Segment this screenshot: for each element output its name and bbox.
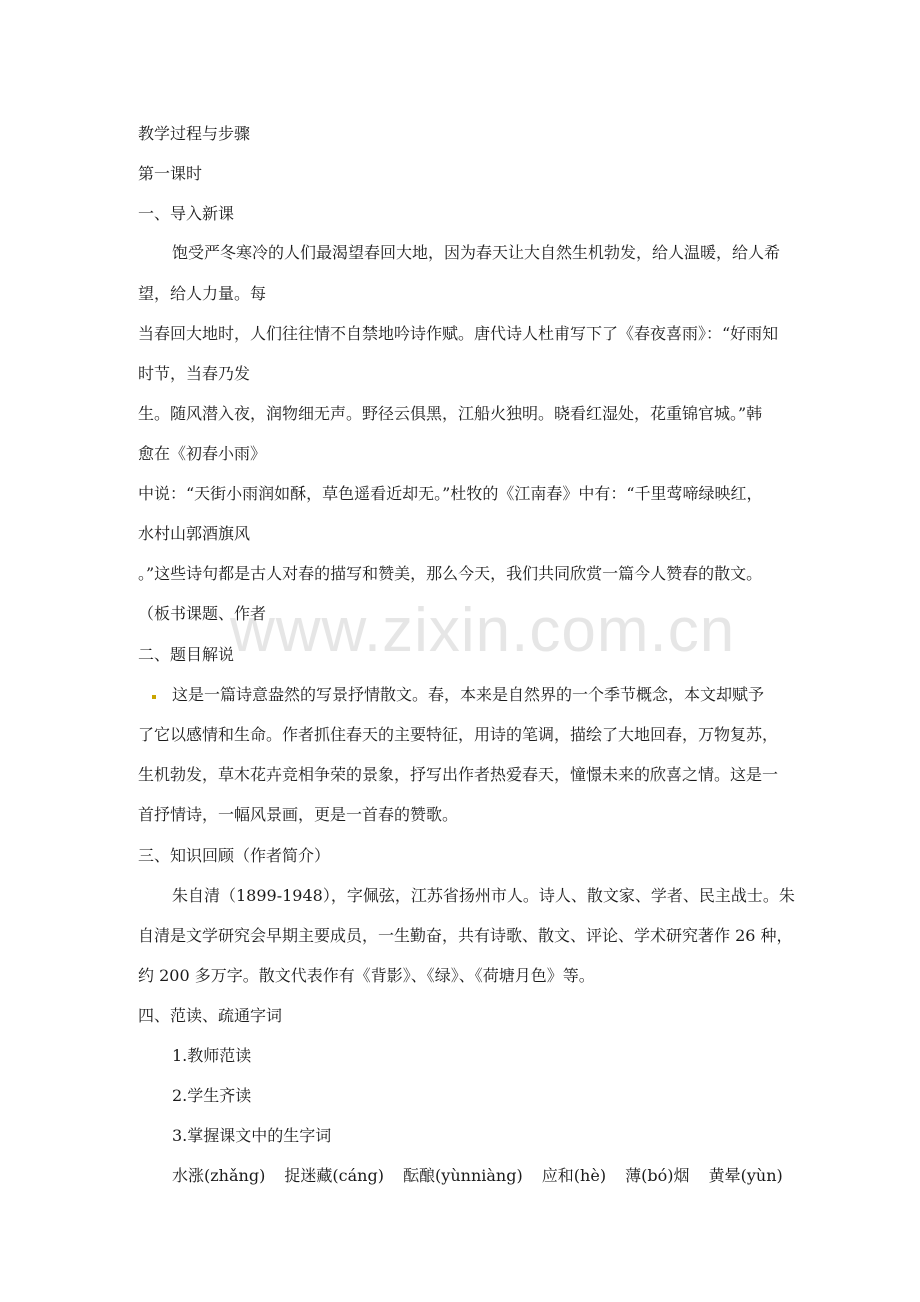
vocab-word: 黄晕(yùn) (708, 1166, 783, 1185)
paragraph-line: 朱自清（1899-1948），字佩弦，江苏省扬州市人。诗人、散文家、学者、民主战士。朱 (172, 886, 795, 905)
vocab-line (172, 1166, 797, 1186)
vocab-word: 水涨(zhǎng) (172, 1166, 266, 1185)
paragraph-line: 首抒情诗，一幅风景画，更是一首春的赞歌。 (138, 805, 459, 824)
bullet-dot-icon (152, 695, 156, 699)
watermark: www.zixin.com.cn (230, 596, 736, 665)
paragraph-line: 水村山郭酒旗风 (138, 524, 251, 543)
paragraph-line: 当春回大地时，人们往往情不自禁地吟诗作赋。唐代诗人杜甫写下了《春夜喜雨》：“好雨知 (138, 324, 779, 343)
paragraph-line: 了它以感情和生命。作者抓住春天的主要特征，用诗的笔调，描绘了大地回春，万物复苏， (138, 725, 779, 744)
vocab-word: 捉迷藏(cáng) (284, 1166, 384, 1185)
list-item: 3.掌握课文中的生字词 (172, 1126, 332, 1145)
paragraph-line: 这是一篇诗意盎然的写景抒情散文。春，本来是自然界的一个季节概念，本文却赋予 (172, 685, 765, 704)
heading-first-lesson: 第一课时 (138, 164, 203, 183)
paragraph-line: （板书课题、作者 (138, 604, 267, 623)
section-heading-reading: 四、范读、疏通字词 (138, 1006, 283, 1025)
vocab-word: 酝酿(yùnniàng) (403, 1166, 523, 1185)
paragraph-line: 生机勃发，草木花卉竞相争荣的景象，抒写出作者热爱春天，憧憬未来的欣喜之情。这是一 (138, 765, 779, 784)
paragraph-line: 饱受严冬寒冷的人们最渴望春回大地，因为春天让大自然生机勃发，给人温暖，给人希 (172, 243, 781, 262)
paragraph-line: 时节，当春乃发 (138, 364, 251, 383)
section-heading-title-explanation: 二、题目解说 (138, 645, 235, 664)
section-heading-intro: 一、导入新课 (138, 204, 235, 223)
vocab-word: 应和(hè) (541, 1166, 607, 1185)
vocab-word: 薄(bó)烟 (625, 1166, 690, 1185)
paragraph-line: 约 200 多万字。散文代表作有《背影》、《绿》、《荷塘月色》等。 (138, 966, 595, 985)
paragraph-line: 望，给人力量。每 (138, 284, 267, 303)
list-item: 2.学生齐读 (172, 1086, 252, 1105)
paragraph-line: 自清是文学研究会早期主要成员，一生勤奋，共有诗歌、散文、评论、学术研究著作 26 种， (138, 926, 793, 945)
paragraph-line: 生。随风潜入夜，润物细无声。野径云俱黑，江船火独明。晓看红湿处，花重锦官城。”韩 (138, 404, 763, 423)
paragraph-line: 。”这些诗句都是古人对春的描写和赞美，那么今天，我们共同欣赏一篇今人赞春的散文。 (138, 564, 763, 583)
paragraph-line: 中说：“天街小雨润如酥，草色遥看近却无。”杜牧的《江南春》中有：“千里莺啼绿映红， (138, 484, 763, 503)
heading-teaching-process: 教学过程与步骤 (138, 124, 251, 143)
paragraph-line: 愈在《初春小雨》 (138, 444, 267, 463)
list-item: 1.教师范读 (172, 1046, 252, 1065)
section-heading-author: 三、知识回顾（作者简介） (138, 846, 331, 865)
